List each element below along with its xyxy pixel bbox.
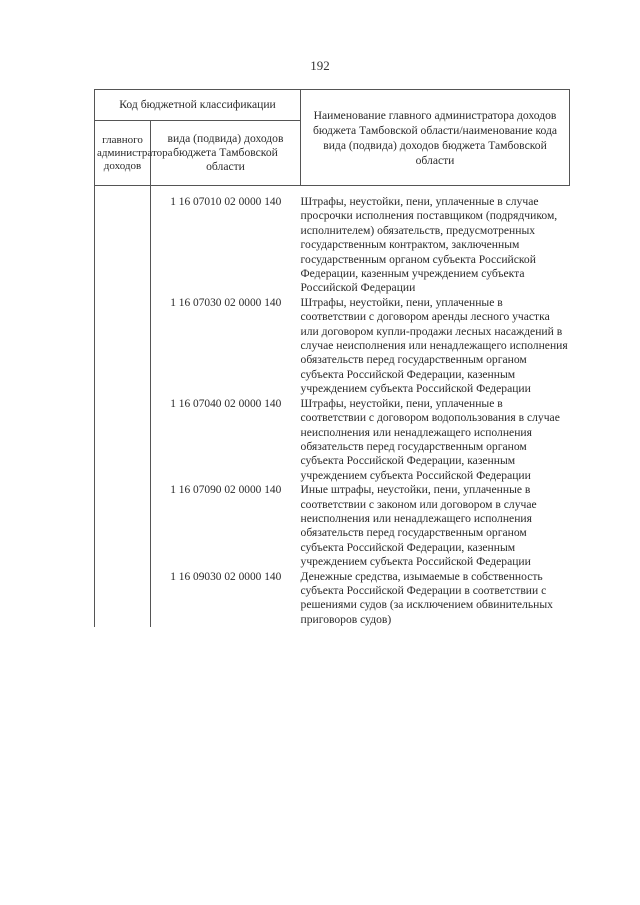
row-income-code: 1 16 07030 02 0000 140 bbox=[170, 296, 282, 309]
row-admin-cell bbox=[95, 186, 151, 296]
row-admin-cell bbox=[95, 570, 151, 628]
header-budget-classification-code: Код бюджетной классификации bbox=[95, 90, 301, 121]
row-income-name: Штрафы, неустойки, пени, уплаченные в соответствии с договором аренды лесного участка или договором купли-продажи лесных насаждений в случае неисполнения или ненадлежащего исполнения обязательств перед государственным органом субъекта Российской Федерации, казенным учреждением субъекта Российской Федерации bbox=[300, 295, 568, 396]
table-row bbox=[95, 483, 570, 569]
budget-classification-table bbox=[94, 89, 570, 627]
table-row bbox=[95, 570, 570, 628]
row-admin-cell bbox=[95, 397, 151, 483]
row-income-code: 1 16 09030 02 0000 140 bbox=[170, 570, 282, 583]
page-number: 192 bbox=[310, 58, 330, 73]
row-income-code: 1 16 07010 02 0000 140 bbox=[170, 196, 282, 208]
table-row bbox=[95, 397, 570, 483]
table-row bbox=[95, 186, 570, 296]
table-header bbox=[95, 90, 570, 186]
row-admin-cell bbox=[95, 296, 151, 397]
row-income-code: 1 16 07040 02 0000 140 bbox=[170, 397, 282, 410]
table-body bbox=[95, 186, 570, 628]
row-admin-cell bbox=[95, 483, 151, 569]
row-income-name: Иные штрафы, неустойки, пени, уплаченные в соответствии с законом или договором в случае неисполнения или ненадлежащего исполнения обязательств перед государственным органом субъекта Российской Федерации, казенным учреждением субъекта Российской Федерации bbox=[300, 483, 537, 569]
table-row bbox=[95, 296, 570, 397]
row-income-name: Штрафы, неустойки, пени, уплаченные в соответствии с договором водопользования в случае неисполнения или ненадлежащего исполнения обязательств перед государственным органом субъекта Российской Федерации, казенным учреждением субъекта Российской Федерации bbox=[300, 396, 560, 482]
header-income-kind: вида (подвида) доходов бюджета Тамбовской области bbox=[151, 121, 301, 186]
row-income-code: 1 16 07090 02 0000 140 bbox=[170, 484, 282, 497]
header-main-administrator: главного администратора доходов bbox=[95, 121, 151, 186]
row-income-name: Денежные средства, изымаемые в собственность субъекта Российской Федерации в соответствии с решениями судов (за исключением обвинительных приговоров судов) bbox=[300, 569, 553, 626]
header-administrator-name: Наименование главного администратора доходов бюджета Тамбовской области/наименование кода вида (подвида) доходов бюджета Тамбовской области bbox=[301, 90, 570, 186]
row-income-name: Штрафы, неустойки, пени, уплаченные в случае просрочки исполнения поставщиком (подрядчиком, исполнителем) обязательств, предусмотренных государственным контрактом, заключенным государственным органом субъекта Российской Федерации, казенным учреждением субъекта Российской Федерации bbox=[300, 195, 558, 295]
